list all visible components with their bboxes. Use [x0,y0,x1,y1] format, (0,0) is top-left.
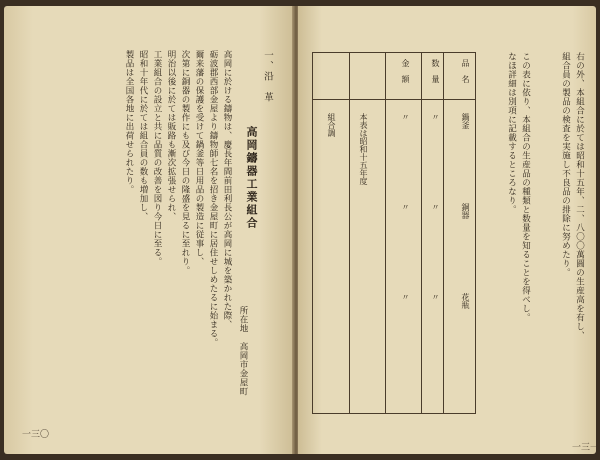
table-cell: 〃 [401,113,410,121]
section-heading: 一、沿 革 [262,50,273,103]
organization-title: 高岡鑄器工業組合 [245,126,258,230]
table-cell: 〃 [401,293,410,301]
table-header: 品 名 [461,59,470,83]
paragraph-line: 明治以後に於ては販路も漸次拡張せられ、 [166,50,176,221]
intro-line: 組合員の製品の検査を実施し不良品の排除に努めたり。 [560,52,571,277]
table-cell: 鍋釜 [461,113,470,129]
table-header: 金 額 [401,59,410,83]
closing-line: なほ詳細は別項に記載するところなり。 [506,52,517,214]
table-cell: 銅器 [461,203,470,219]
paragraph-line: 高岡に於ける鑄物は、慶長年間前田利長公が高岡に城を築かれた際、 [222,50,232,329]
table-cell: 〃 [401,203,410,211]
table-header: 数 量 [431,59,440,83]
production-table [312,52,476,414]
table-cell: 花瓶 [461,293,470,309]
closing-line: この表に依り、本組合の生産品の種類と数量を知ることを得べし。 [520,52,531,322]
page-number: 一三〇 [22,430,50,440]
paragraph-line: 昭和十年代に於ては組合員の数も増加し、 [138,50,148,221]
table-note: 本表は昭和十五年度 [359,113,368,185]
table-cell: 〃 [431,113,440,121]
paragraph-line: 次第に銅器の製作にも及び今日の隆盛を見るに至れり。 [180,50,190,275]
paragraph-line: 工業組合の設立と共に品質の改善を図り今日に至る。 [152,50,162,266]
table-cell: 〃 [431,293,440,301]
left-page [4,6,294,454]
location-line: 所在地 高岡市金屋町 [238,306,248,396]
paragraph-line: 爾来藩の保護を受けて鍋釜等日用品の製造に従事し、 [194,50,204,266]
intro-line: 右の外、本組合に於ては昭和十五年、二、八〇〇萬圓の生産高を有し、 [574,52,585,340]
paragraph-line: 製品は全国各地に出荷せられたり。 [124,50,134,194]
page-number: 一三一 [572,443,600,453]
table-cell: 〃 [431,203,440,211]
paragraph-line: 砺波郡西部金屋より鑄物師七名を招き金屋町に居住せしめたるに始まる。 [208,50,218,347]
table-note: 組合調 [327,113,336,137]
